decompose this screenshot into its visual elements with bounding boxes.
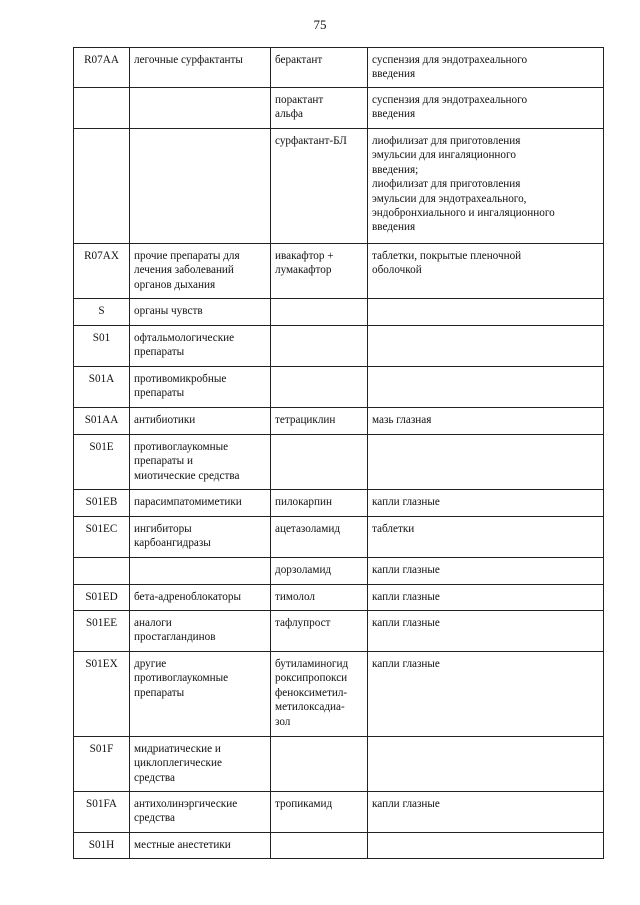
atc-code-cell <box>74 792 130 833</box>
anatomical-group-cell-text: ингибиторы карбоангидразы <box>134 523 211 550</box>
dosage-form-cell-text: капли глазные <box>372 658 440 670</box>
drug-name-cell <box>271 652 368 737</box>
anatomical-group-cell-text: местные анестетики <box>134 839 231 851</box>
anatomical-group-cell <box>130 490 271 517</box>
atc-code-cell <box>74 737 130 792</box>
anatomical-group-cell <box>130 652 271 737</box>
drug-name-cell-text: тафлупрост <box>275 617 331 629</box>
table-row <box>74 558 604 585</box>
table-row <box>74 244 604 299</box>
drug-name-cell <box>271 88 368 129</box>
table-row <box>74 490 604 517</box>
drug-name-cell <box>271 326 368 367</box>
table-row <box>74 585 604 611</box>
table-row <box>74 517 604 558</box>
anatomical-group-cell-text: парасимпатомиметики <box>134 496 242 508</box>
table-row <box>74 367 604 408</box>
dosage-form-cell-text: таблетки, покрытые пленочной оболочкой <box>372 250 522 277</box>
drug-name-cell <box>271 48 368 88</box>
anatomical-group-cell <box>130 517 271 558</box>
dosage-form-cell <box>368 652 604 737</box>
atc-code-cell-text: S01A <box>88 373 115 385</box>
drug-name-cell-text: сурфактант-БЛ <box>275 135 347 147</box>
drug-name-cell-text: дорзоламид <box>275 564 332 576</box>
anatomical-group-cell-text: бета-адреноблокаторы <box>134 591 242 603</box>
dosage-form-cell-text: мазь глазная <box>372 414 432 426</box>
atc-code-cell-text: S01AA <box>84 414 119 426</box>
anatomical-group-cell-text: прочие препараты для лечения заболеваний органов дыхания <box>134 250 240 291</box>
dosage-form-cell <box>368 435 604 490</box>
table-row <box>74 408 604 435</box>
anatomical-group-cell-text: другие противоглаукомные препараты <box>134 658 229 699</box>
atc-code-cell-text: S01EE <box>85 617 118 629</box>
anatomical-group-cell <box>130 435 271 490</box>
anatomical-group-cell-text: мидриатические и циклоплегические средства <box>134 743 222 784</box>
dosage-form-cell-text: суспензия для эндотрахеального введения <box>372 94 528 121</box>
anatomical-group-cell <box>130 792 271 833</box>
atc-code-cell <box>74 833 130 859</box>
drug-name-cell <box>271 129 368 244</box>
drug-name-cell <box>271 435 368 490</box>
drug-name-cell-text: ацетазоламид <box>275 523 341 535</box>
dosage-form-cell <box>368 299 604 326</box>
dosage-form-cell-text: капли глазные <box>372 564 440 576</box>
drug-name-cell-text: ивакафтор + лумакафтор <box>275 250 334 277</box>
dosage-form-cell <box>368 517 604 558</box>
dosage-form-cell <box>368 244 604 299</box>
atc-code-cell <box>74 299 130 326</box>
dosage-form-cell-text: капли глазные <box>372 496 440 508</box>
drug-name-cell <box>271 792 368 833</box>
atc-code-cell-text: S <box>98 305 105 317</box>
atc-code-cell <box>74 48 130 88</box>
drug-name-cell <box>271 367 368 408</box>
anatomical-group-cell-text: офтальмологические препараты <box>134 332 235 359</box>
drug-name-cell <box>271 737 368 792</box>
atc-code-cell <box>74 558 130 585</box>
drug-name-cell <box>271 490 368 517</box>
drug-name-cell <box>271 585 368 611</box>
atc-code-cell <box>74 652 130 737</box>
atc-code-cell <box>74 585 130 611</box>
table-row <box>74 129 604 244</box>
anatomical-group-cell <box>130 408 271 435</box>
atc-code-cell <box>74 244 130 299</box>
atc-code-cell <box>74 490 130 517</box>
page-number: 75 <box>313 17 327 32</box>
atc-code-cell <box>74 367 130 408</box>
dosage-form-cell <box>368 611 604 652</box>
atc-code-cell <box>74 408 130 435</box>
dosage-form-cell <box>368 558 604 585</box>
dosage-form-cell-text: лиофилизат для приготовления эмульсии для ингаляционного введения; лиофилизат для приготовления эмульсии для эндотрахеального, эндобронхиального и ингаляционного введения <box>372 135 555 234</box>
anatomical-group-cell <box>130 611 271 652</box>
dosage-form-cell-text: капли глазные <box>372 798 440 810</box>
atc-code-cell-text: S01EB <box>85 496 118 508</box>
atc-code-cell-text: S01F <box>89 743 114 755</box>
dosage-form-cell <box>368 326 604 367</box>
drug-name-cell <box>271 408 368 435</box>
atc-drug-table <box>73 47 604 859</box>
drug-name-cell-text: тропикамид <box>275 798 333 810</box>
table-row <box>74 833 604 859</box>
dosage-form-cell-text: суспензия для эндотрахеального введения <box>372 54 528 81</box>
anatomical-group-cell-text: легочные сурфактанты <box>134 54 243 66</box>
anatomical-group-cell <box>130 367 271 408</box>
dosage-form-cell <box>368 792 604 833</box>
drug-name-cell-text: бутиламиногид роксипропокси феноксиметил- метилоксадиа- зол <box>275 658 349 728</box>
dosage-form-cell <box>368 737 604 792</box>
drug-name-cell <box>271 517 368 558</box>
dosage-form-cell-text: таблетки <box>372 523 415 535</box>
atc-code-cell-text: S01H <box>88 839 115 851</box>
anatomical-group-cell <box>130 129 271 244</box>
dosage-form-cell <box>368 367 604 408</box>
atc-code-cell-text: S01EC <box>85 523 118 535</box>
atc-code-cell-text: R07AX <box>84 250 119 262</box>
atc-code-cell-text: S01FA <box>86 798 117 810</box>
table-row <box>74 652 604 737</box>
drug-name-cell <box>271 558 368 585</box>
atc-code-cell <box>74 517 130 558</box>
drug-name-cell <box>271 611 368 652</box>
atc-code-cell <box>74 611 130 652</box>
table-row <box>74 737 604 792</box>
atc-code-cell-text: R07AA <box>84 54 119 66</box>
atc-code-cell <box>74 326 130 367</box>
atc-code-cell <box>74 435 130 490</box>
anatomical-group-cell <box>130 585 271 611</box>
drug-name-cell <box>271 833 368 859</box>
dosage-form-cell <box>368 129 604 244</box>
anatomical-group-cell-text: аналоги простагландинов <box>134 617 216 644</box>
anatomical-group-cell <box>130 833 271 859</box>
table-row <box>74 792 604 833</box>
anatomical-group-cell-text: антибиотики <box>134 414 196 426</box>
atc-code-cell-text: S01EX <box>85 658 118 670</box>
table-row <box>74 299 604 326</box>
atc-code-cell-text: S01 <box>92 332 111 344</box>
table-row <box>74 611 604 652</box>
anatomical-group-cell <box>130 48 271 88</box>
anatomical-group-cell <box>130 88 271 129</box>
anatomical-group-cell-text: противомикробные препараты <box>134 373 227 400</box>
dosage-form-cell <box>368 408 604 435</box>
atc-code-cell <box>74 88 130 129</box>
drug-name-cell-text: берактант <box>275 54 323 66</box>
anatomical-group-cell-text: антихолинэргические средства <box>134 798 238 825</box>
table-row <box>74 326 604 367</box>
drug-name-cell-text: пилокарпин <box>275 496 332 508</box>
dosage-form-cell-text: капли глазные <box>372 617 440 629</box>
drug-name-cell <box>271 244 368 299</box>
drug-name-cell-text: порактант альфа <box>275 94 324 121</box>
dosage-form-cell-text: капли глазные <box>372 591 440 603</box>
anatomical-group-cell <box>130 299 271 326</box>
dosage-form-cell <box>368 833 604 859</box>
table-row <box>74 48 604 88</box>
dosage-form-cell <box>368 48 604 88</box>
dosage-form-cell <box>368 88 604 129</box>
table-row <box>74 88 604 129</box>
atc-code-cell <box>74 129 130 244</box>
table-row <box>74 435 604 490</box>
drug-name-cell-text: тимолол <box>275 591 316 603</box>
dosage-form-cell <box>368 585 604 611</box>
anatomical-group-cell <box>130 737 271 792</box>
atc-code-cell-text: S01ED <box>85 591 118 603</box>
anatomical-group-cell <box>130 244 271 299</box>
anatomical-group-cell <box>130 326 271 367</box>
drug-name-cell-text: тетрациклин <box>275 414 336 426</box>
anatomical-group-cell-text: противоглаукомные препараты и миотические средства <box>134 441 240 482</box>
dosage-form-cell <box>368 490 604 517</box>
atc-code-cell-text: S01E <box>89 441 114 453</box>
table-body <box>74 48 604 859</box>
drug-name-cell <box>271 299 368 326</box>
anatomical-group-cell <box>130 558 271 585</box>
anatomical-group-cell-text: органы чувств <box>134 305 203 317</box>
